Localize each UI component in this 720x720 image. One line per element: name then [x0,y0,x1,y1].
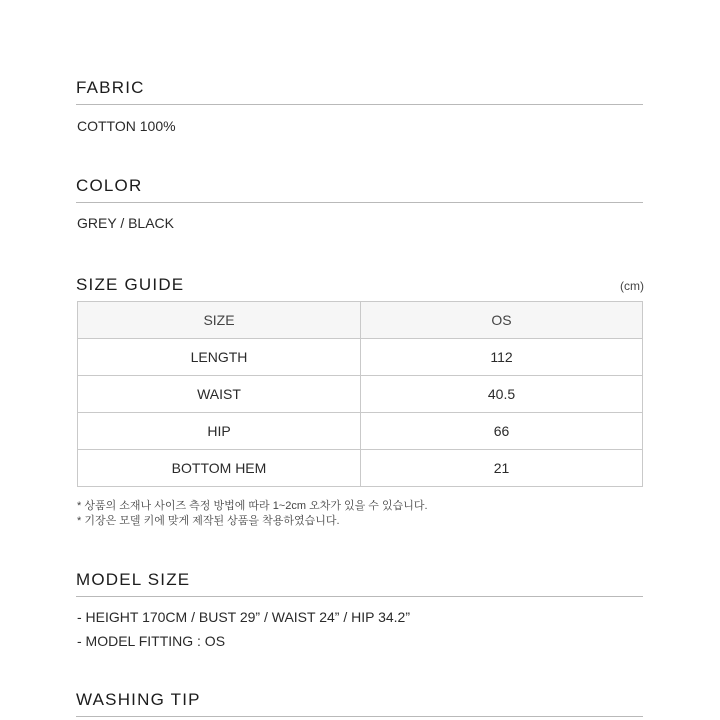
table-row-value: 40.5 [361,376,643,413]
model-size-line: - HEIGHT 170CM / BUST 29” / WAIST 24” / HIP 34.2” [77,609,410,625]
size-note: * 기장은 모델 키에 맞게 제작된 상품을 착용하였습니다. [77,515,340,527]
table-header-cell: SIZE [78,302,361,339]
size-table [77,301,643,487]
model-size-heading: MODEL SIZE [76,570,191,589]
table-row-label: LENGTH [78,339,361,376]
washing-tip-heading: WASHING TIP [76,690,201,709]
table-row [78,413,643,450]
model-size-line: - MODEL FITTING : OS [77,633,226,649]
table-row [78,376,643,413]
color-heading: COLOR [76,176,143,195]
table-row [78,450,643,487]
fabric-divider [76,104,643,105]
table-row-label: HIP [78,413,361,450]
size-guide-heading: SIZE GUIDE [76,275,185,294]
table-row-value: 112 [361,339,643,376]
fabric-value: COTTON 100% [77,118,176,134]
fabric-heading: FABRIC [76,78,145,97]
unit-label: (cm) [620,279,644,293]
table-header-cell: OS [361,302,643,339]
table-row-value: 21 [361,450,643,487]
table-row-label: BOTTOM HEM [78,450,361,487]
table-row-value: 66 [361,413,643,450]
size-note: * 상품의 소재나 사이즈 측정 방법에 따라 1~2cm 오차가 있을 수 있습니다. [77,500,428,512]
washing-tip-divider [76,716,643,717]
model-size-divider [76,596,643,597]
color-divider [76,202,643,203]
table-row-label: WAIST [78,376,361,413]
color-value: GREY / BLACK [77,215,175,231]
table-row [78,339,643,376]
table-header-row [78,302,643,339]
